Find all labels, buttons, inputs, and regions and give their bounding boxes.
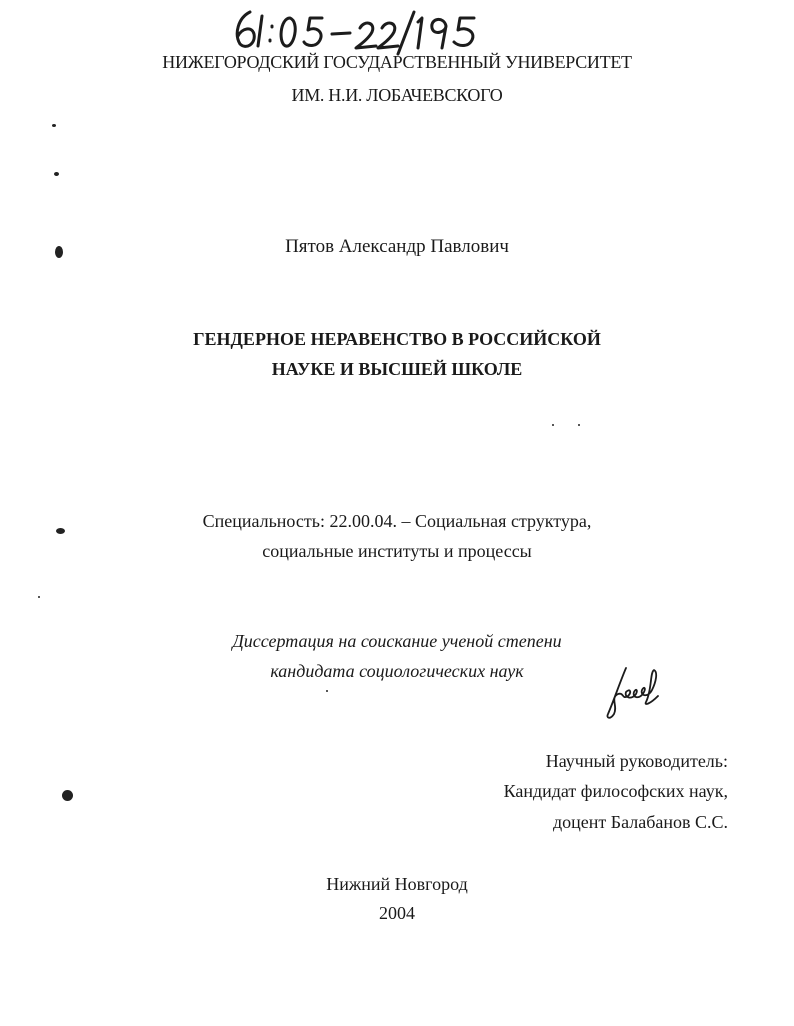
author-name: Пятов Александр Павлович — [285, 236, 509, 257]
scan-speck — [52, 124, 56, 127]
scan-speck — [578, 424, 580, 426]
thesis-title-line2: НАУКЕ И ВЫСШЕЙ ШКОЛЕ — [271, 359, 523, 379]
specialty-line2: социальные институты и процессы — [262, 541, 532, 561]
university-dedication: ИМ. Н.И. ЛОБАЧЕВСКОГО — [291, 85, 503, 105]
supervisor-degree: Кандидат философских наук, — [503, 781, 728, 801]
scan-speck — [38, 596, 40, 598]
scan-speck — [55, 246, 63, 258]
supervisor-label: Научный руководитель: — [545, 751, 728, 771]
specialty-line1: Специальность: 22.00.04. – Социальная структура, — [202, 511, 592, 531]
scan-speck — [326, 690, 328, 692]
degree-line2: кандидата социологических наук — [270, 661, 524, 681]
handwritten-signature — [596, 662, 668, 722]
scan-speck — [54, 172, 59, 176]
university-name: НИЖЕГОРОДСКИЙ ГОСУДАРСТВЕННЫЙ УНИВЕРСИТЕТ — [162, 52, 632, 72]
city: Нижний Новгород — [326, 874, 468, 894]
year: 2004 — [379, 903, 415, 923]
supervisor-name: доцент Балабанов С.С. — [552, 812, 728, 832]
scan-speck — [56, 528, 65, 534]
scan-speck — [62, 790, 73, 801]
thesis-title-line1: ГЕНДЕРНОЕ НЕРАВЕНСТВО В РОССИЙСКОЙ — [193, 329, 601, 349]
degree-line1: Диссертация на соискание ученой степени — [232, 631, 562, 651]
scan-speck — [552, 424, 554, 426]
